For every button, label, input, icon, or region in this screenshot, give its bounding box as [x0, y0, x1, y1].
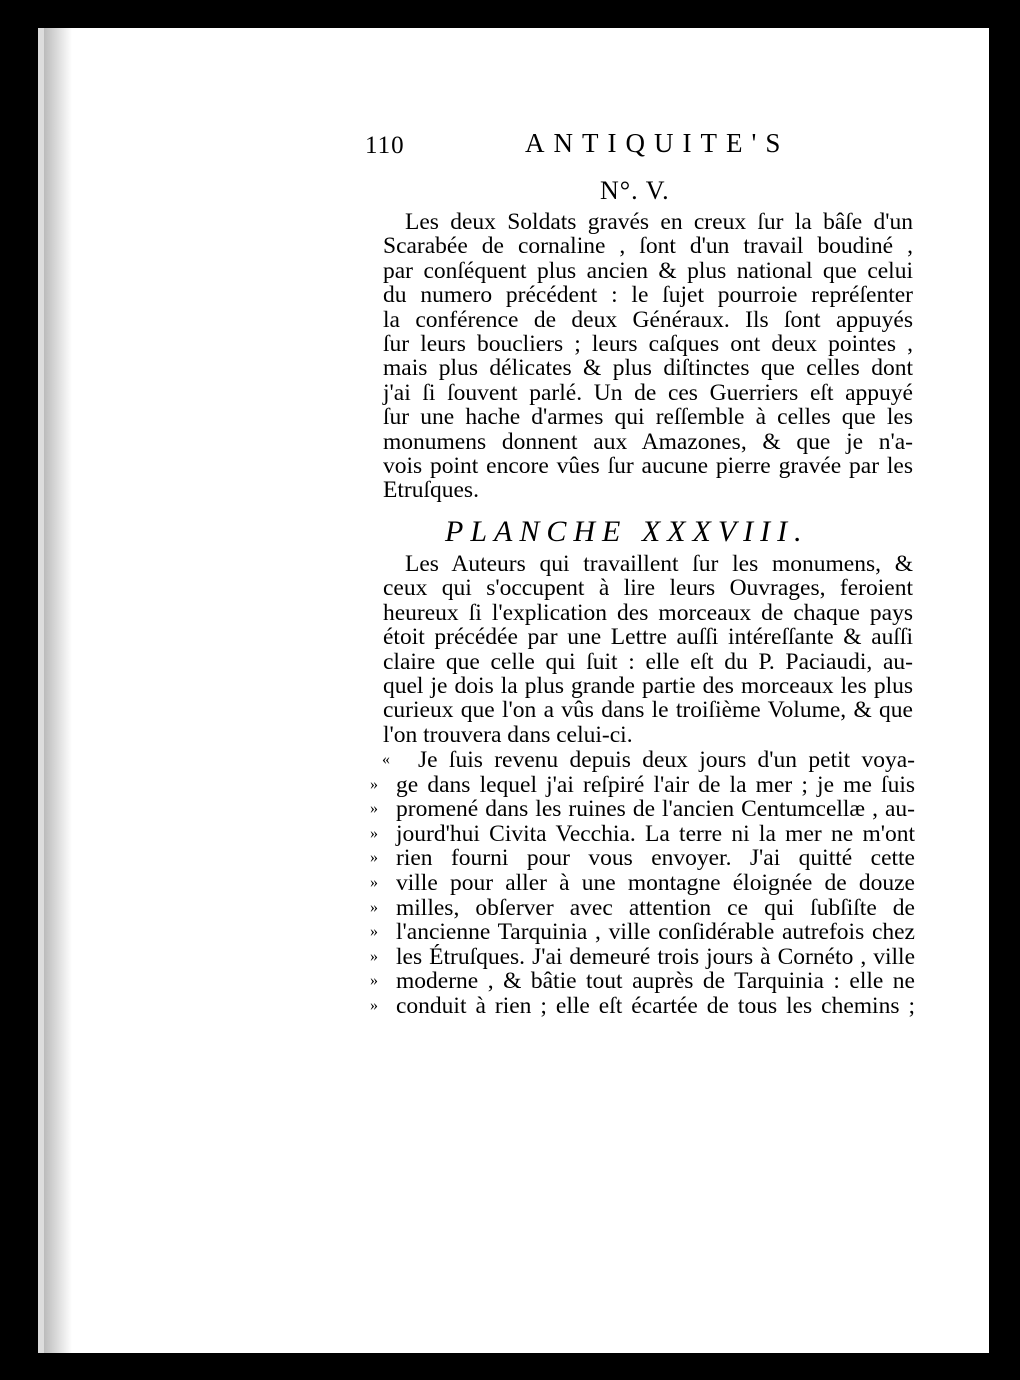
text-line: du numero précédent : le ſujet pourroie repréſenter	[383, 282, 913, 309]
letter-line	[370, 994, 915, 1019]
text-line: vois point encore vûes ſur aucune pierre gravée par les	[383, 452, 913, 479]
text-line: étoit précédée par une Lettre auſſi intéreſſante & auſſi	[383, 624, 913, 651]
quoted-letter	[370, 748, 915, 1019]
paragraph-soldiers	[383, 210, 913, 503]
letter-text: l'ancienne Tarquinia , ville conſidérable autrefois chez	[396, 919, 915, 946]
letter-line	[370, 920, 915, 945]
text-line: mais plus délicates & plus diſtinctes que celles dont	[383, 355, 913, 382]
letter-text: ge dans lequel j'ai reſpiré l'air de la mer ; je me ſuis	[396, 771, 915, 798]
letter-line	[370, 871, 915, 896]
letter-line	[370, 945, 915, 970]
quote-mark: »	[370, 824, 378, 842]
letter-text: rien fourni pour vous envoyer. J'ai quitté cette	[396, 845, 915, 872]
text-line: ſur leurs boucliers ; leurs caſques ont deux pointes ,	[383, 330, 913, 357]
letter-text: moderne , & bâtie tout auprès de Tarquinia : elle ne	[396, 968, 915, 995]
letter-text: promené dans les ruines de l'ancien Centumcellæ , au-	[396, 796, 915, 823]
text-line: Les Auteurs qui travaillent ſur les monumens, &	[405, 551, 913, 577]
letter-line	[370, 822, 915, 847]
letter-text: les Étruſques. J'ai demeuré trois jours à Cornéto , ville	[396, 943, 915, 970]
letter-line	[370, 969, 915, 994]
letter-line	[370, 896, 915, 921]
letter-line	[370, 797, 915, 822]
letter-line	[370, 846, 915, 871]
text-line: heureux ſi l'explication des morceaux de chaque pays	[383, 599, 913, 626]
section-number: N°. V.	[600, 176, 670, 205]
letter-line	[370, 748, 915, 773]
letter-text: ville pour aller à une montagne éloignée de douze	[396, 869, 915, 896]
quote-mark: »	[370, 923, 378, 941]
text-line: quel je dois la plus grande partie des morceaux les plus	[383, 672, 913, 699]
quote-mark: »	[370, 800, 378, 818]
letter-text: milles, obſerver avec attention ce qui ſubſiſte de	[396, 894, 915, 921]
running-title: ANTIQUITE'S	[525, 128, 790, 158]
text-line: monumens donnent aux Amazones, & que je n'a-	[383, 428, 913, 455]
page-gutter-shadow	[44, 28, 72, 1353]
quote-mark: »	[370, 849, 378, 867]
text-line: par conſéquent plus ancien & plus national que celui	[383, 257, 913, 284]
quote-mark: »	[370, 996, 378, 1014]
text-line: ſur une hache d'armes qui reſſemble à celles que les	[383, 404, 913, 431]
text-line: la conférence de deux Généraux. Ils ſont appuyés	[383, 306, 913, 333]
letter-text: conduit à rien ; elle eſt écartée de tous les chemins ;	[396, 992, 915, 1019]
quote-mark: »	[370, 898, 378, 916]
text-line: Les deux Soldats gravés en creux ſur la bâſe d'un	[405, 209, 913, 235]
letter-text: Je ſuis revenu depuis deux jours d'un petit voya-	[418, 747, 915, 773]
letter-line	[370, 773, 915, 798]
letter-text: jourd'hui Civita Vecchia. La terre ni la mer ne m'ont	[396, 820, 915, 847]
open-quote-mark: «	[382, 751, 390, 768]
plate-heading: PLANCHE XXXVIII.	[445, 515, 809, 548]
text-line: curieux que l'on a vûs dans le troiſième Volume, & que	[383, 697, 913, 724]
text-line: j'ai ſi ſouvent parlé. Un de ces Guerriers eſt appuyé	[383, 379, 913, 406]
text-line: claire que celle qui ſuit : elle eſt du P. Paciaudi, au-	[383, 648, 913, 675]
quote-mark: »	[370, 873, 378, 891]
quote-mark: »	[370, 972, 378, 990]
paragraph-authors	[383, 552, 913, 747]
text-line: ceux qui s'occupent à lire leurs Ouvrages, feroient	[383, 575, 913, 602]
quote-mark: »	[370, 775, 378, 793]
quote-mark: »	[370, 947, 378, 965]
text-line: Etruſques.	[383, 477, 479, 504]
text-line: Scarabée de cornaline , ſont d'un travail boudiné ,	[383, 233, 913, 260]
text-line: l'on trouvera dans celui-ci.	[383, 721, 633, 748]
page-number: 110	[365, 132, 405, 159]
page-header	[365, 128, 790, 168]
